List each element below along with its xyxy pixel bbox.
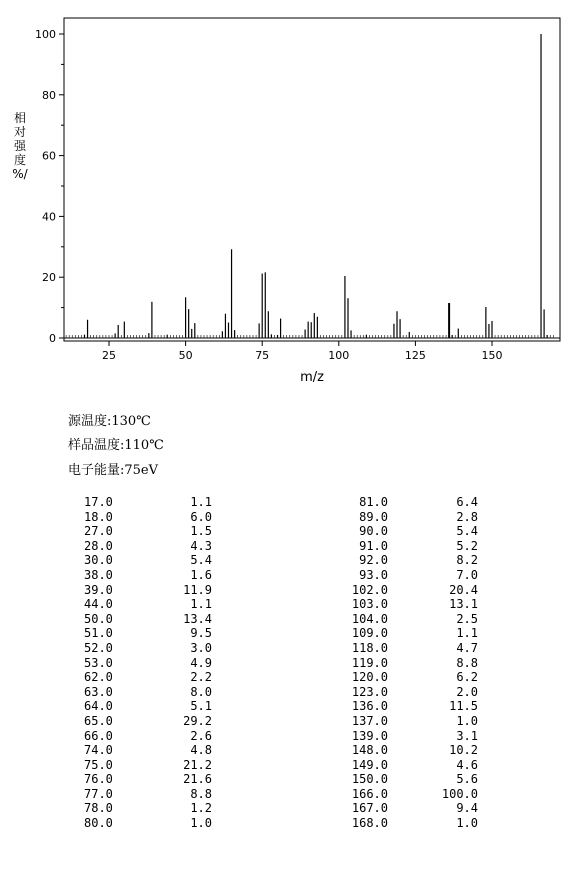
mz-value: 150.0 xyxy=(351,772,388,787)
intensity-value: 6.2 xyxy=(456,670,478,685)
y-axis-ticks xyxy=(35,28,64,345)
intensity-value: 3.0 xyxy=(190,640,212,655)
intensity-value: 6.4 xyxy=(456,495,478,509)
intensity-value: 21.6 xyxy=(183,772,212,787)
intensity-value: 4.8 xyxy=(190,743,212,758)
mz-value: 38.0 xyxy=(84,567,113,582)
mz-value: 102.0 xyxy=(351,582,388,597)
intensity-value: 1.0 xyxy=(456,816,478,831)
intensity-value: 1.1 xyxy=(190,495,212,509)
intensity-value: 4.6 xyxy=(456,757,478,772)
x-tick-label: 125 xyxy=(404,349,426,362)
intensity-value: 8.8 xyxy=(456,655,478,670)
y-axis-label-char: 度 xyxy=(13,153,27,167)
mz-value: 81.0 xyxy=(359,495,388,509)
intensity-value: 2.0 xyxy=(456,684,478,699)
mz-value: 28.0 xyxy=(84,538,113,553)
mz-value: 17.0 xyxy=(84,495,113,509)
mz-value: 119.0 xyxy=(351,655,388,670)
mz-value: 104.0 xyxy=(351,611,388,626)
intensity-value: 21.2 xyxy=(183,757,212,772)
intensity-value: 2.2 xyxy=(190,670,212,685)
mz-value: 167.0 xyxy=(351,801,388,816)
intensity-value: 2.6 xyxy=(190,728,212,743)
mz-value: 89.0 xyxy=(359,509,388,524)
intensity-value: 11.9 xyxy=(183,582,212,597)
mz-value: 92.0 xyxy=(359,553,388,568)
intensity-value: 1.0 xyxy=(456,713,478,728)
intensity-value: 4.9 xyxy=(190,655,212,670)
intensity-value: 13.4 xyxy=(183,611,212,626)
mz-value: 168.0 xyxy=(351,816,388,831)
x-axis-label: m/z xyxy=(300,370,324,385)
intensity-value: 5.4 xyxy=(190,553,212,568)
mz-value: 148.0 xyxy=(351,743,388,758)
intensity-value: 20.4 xyxy=(449,582,478,597)
plot-frame xyxy=(64,18,560,341)
x-tick-label: 25 xyxy=(102,349,116,362)
mz-value: 51.0 xyxy=(84,626,113,641)
mz-value: 91.0 xyxy=(359,538,388,553)
mz-value: 149.0 xyxy=(351,757,388,772)
mz-value: 74.0 xyxy=(84,743,113,758)
x-axis-ticks xyxy=(64,338,560,362)
intensity-value: 4.3 xyxy=(190,538,212,553)
mz-value: 65.0 xyxy=(84,713,113,728)
x-tick-label: 50 xyxy=(178,349,193,362)
mz-value: 30.0 xyxy=(84,553,113,568)
intensity-value: 11.5 xyxy=(449,699,478,714)
y-axis-label-char: %/ xyxy=(12,167,28,181)
intensity-value: 5.2 xyxy=(456,538,478,553)
mz-value: 63.0 xyxy=(84,684,113,699)
intensity-value: 9.4 xyxy=(456,801,478,816)
mz-value: 66.0 xyxy=(84,728,113,743)
intensity-value: 5.4 xyxy=(456,524,478,539)
y-axis-label xyxy=(12,110,28,181)
mz-value: 18.0 xyxy=(84,509,113,524)
mz-value: 90.0 xyxy=(359,524,388,539)
intensity-value: 29.2 xyxy=(183,713,212,728)
intensity-value: 2.5 xyxy=(456,611,478,626)
mz-value: 39.0 xyxy=(84,582,113,597)
intensity-value: 13.1 xyxy=(449,597,478,612)
mz-value: 136.0 xyxy=(351,699,388,714)
mass-spectrum-chart xyxy=(0,0,570,400)
intensity-value: 2.8 xyxy=(456,509,478,524)
intensity-value: 1.5 xyxy=(190,524,212,539)
peak-table-intensity-left xyxy=(172,495,212,831)
mz-value: 62.0 xyxy=(84,670,113,685)
mz-value: 93.0 xyxy=(359,567,388,582)
y-tick-label: 0 xyxy=(49,332,56,345)
intensity-value: 6.0 xyxy=(190,509,212,524)
peak-table-mz-left xyxy=(84,495,113,831)
mz-value: 78.0 xyxy=(84,801,113,816)
electron-energy: 电子能量:75eV xyxy=(68,463,159,478)
peak-table-mz-right xyxy=(338,495,388,831)
mz-value: 139.0 xyxy=(351,728,388,743)
y-tick-label: 20 xyxy=(42,271,56,285)
intensity-value: 3.1 xyxy=(456,728,478,743)
mz-value: 44.0 xyxy=(84,597,113,612)
intensity-value: 5.1 xyxy=(190,699,212,714)
intensity-value: 5.6 xyxy=(456,772,478,787)
intensity-value: 8.8 xyxy=(190,786,212,801)
x-tick-label: 75 xyxy=(255,349,270,362)
mz-value: 109.0 xyxy=(351,626,388,641)
y-tick-label: 40 xyxy=(42,210,56,224)
mz-value: 123.0 xyxy=(351,684,388,699)
intensity-value: 100.0 xyxy=(441,786,478,801)
y-axis-label-char: 对 xyxy=(13,125,27,139)
x-tick-label: 100 xyxy=(328,349,350,362)
sample-temperature: 样品温度:110℃ xyxy=(68,438,164,453)
intensity-value: 10.2 xyxy=(449,743,478,758)
intensity-value: 7.0 xyxy=(456,567,478,582)
mz-value: 75.0 xyxy=(84,757,113,772)
y-axis-label-char: 相 xyxy=(13,111,27,125)
y-tick-label: 100 xyxy=(35,28,56,41)
mz-value: 120.0 xyxy=(351,670,388,685)
mz-value: 80.0 xyxy=(84,816,113,831)
intensity-value: 1.6 xyxy=(190,567,212,582)
peak-table-intensity-right xyxy=(432,495,478,831)
intensity-value: 1.1 xyxy=(190,597,212,612)
mz-value: 77.0 xyxy=(84,786,113,801)
spectrum-peaks xyxy=(84,34,547,338)
mz-value: 27.0 xyxy=(84,524,113,539)
x-tick-label: 150 xyxy=(481,349,503,362)
intensity-value: 8.2 xyxy=(456,553,478,568)
mz-value: 137.0 xyxy=(351,713,388,728)
intensity-value: 1.1 xyxy=(456,626,478,641)
y-tick-label: 80 xyxy=(42,88,56,102)
mz-value: 76.0 xyxy=(84,772,113,787)
mz-value: 50.0 xyxy=(84,611,113,626)
y-axis-label-char: 强 xyxy=(13,139,27,153)
source-temperature: 源温度:130℃ xyxy=(68,414,151,429)
mz-value: 166.0 xyxy=(351,786,388,801)
mz-value: 53.0 xyxy=(84,655,113,670)
intensity-value: 8.0 xyxy=(190,684,212,699)
mz-value: 52.0 xyxy=(84,640,113,655)
y-tick-label: 60 xyxy=(42,149,56,163)
intensity-value: 9.5 xyxy=(190,626,212,641)
mz-value: 103.0 xyxy=(351,597,388,612)
mz-value: 64.0 xyxy=(84,699,113,714)
intensity-value: 1.2 xyxy=(190,801,212,816)
intensity-value: 4.7 xyxy=(456,640,478,655)
mz-value: 118.0 xyxy=(351,640,388,655)
intensity-value: 1.0 xyxy=(190,816,212,831)
